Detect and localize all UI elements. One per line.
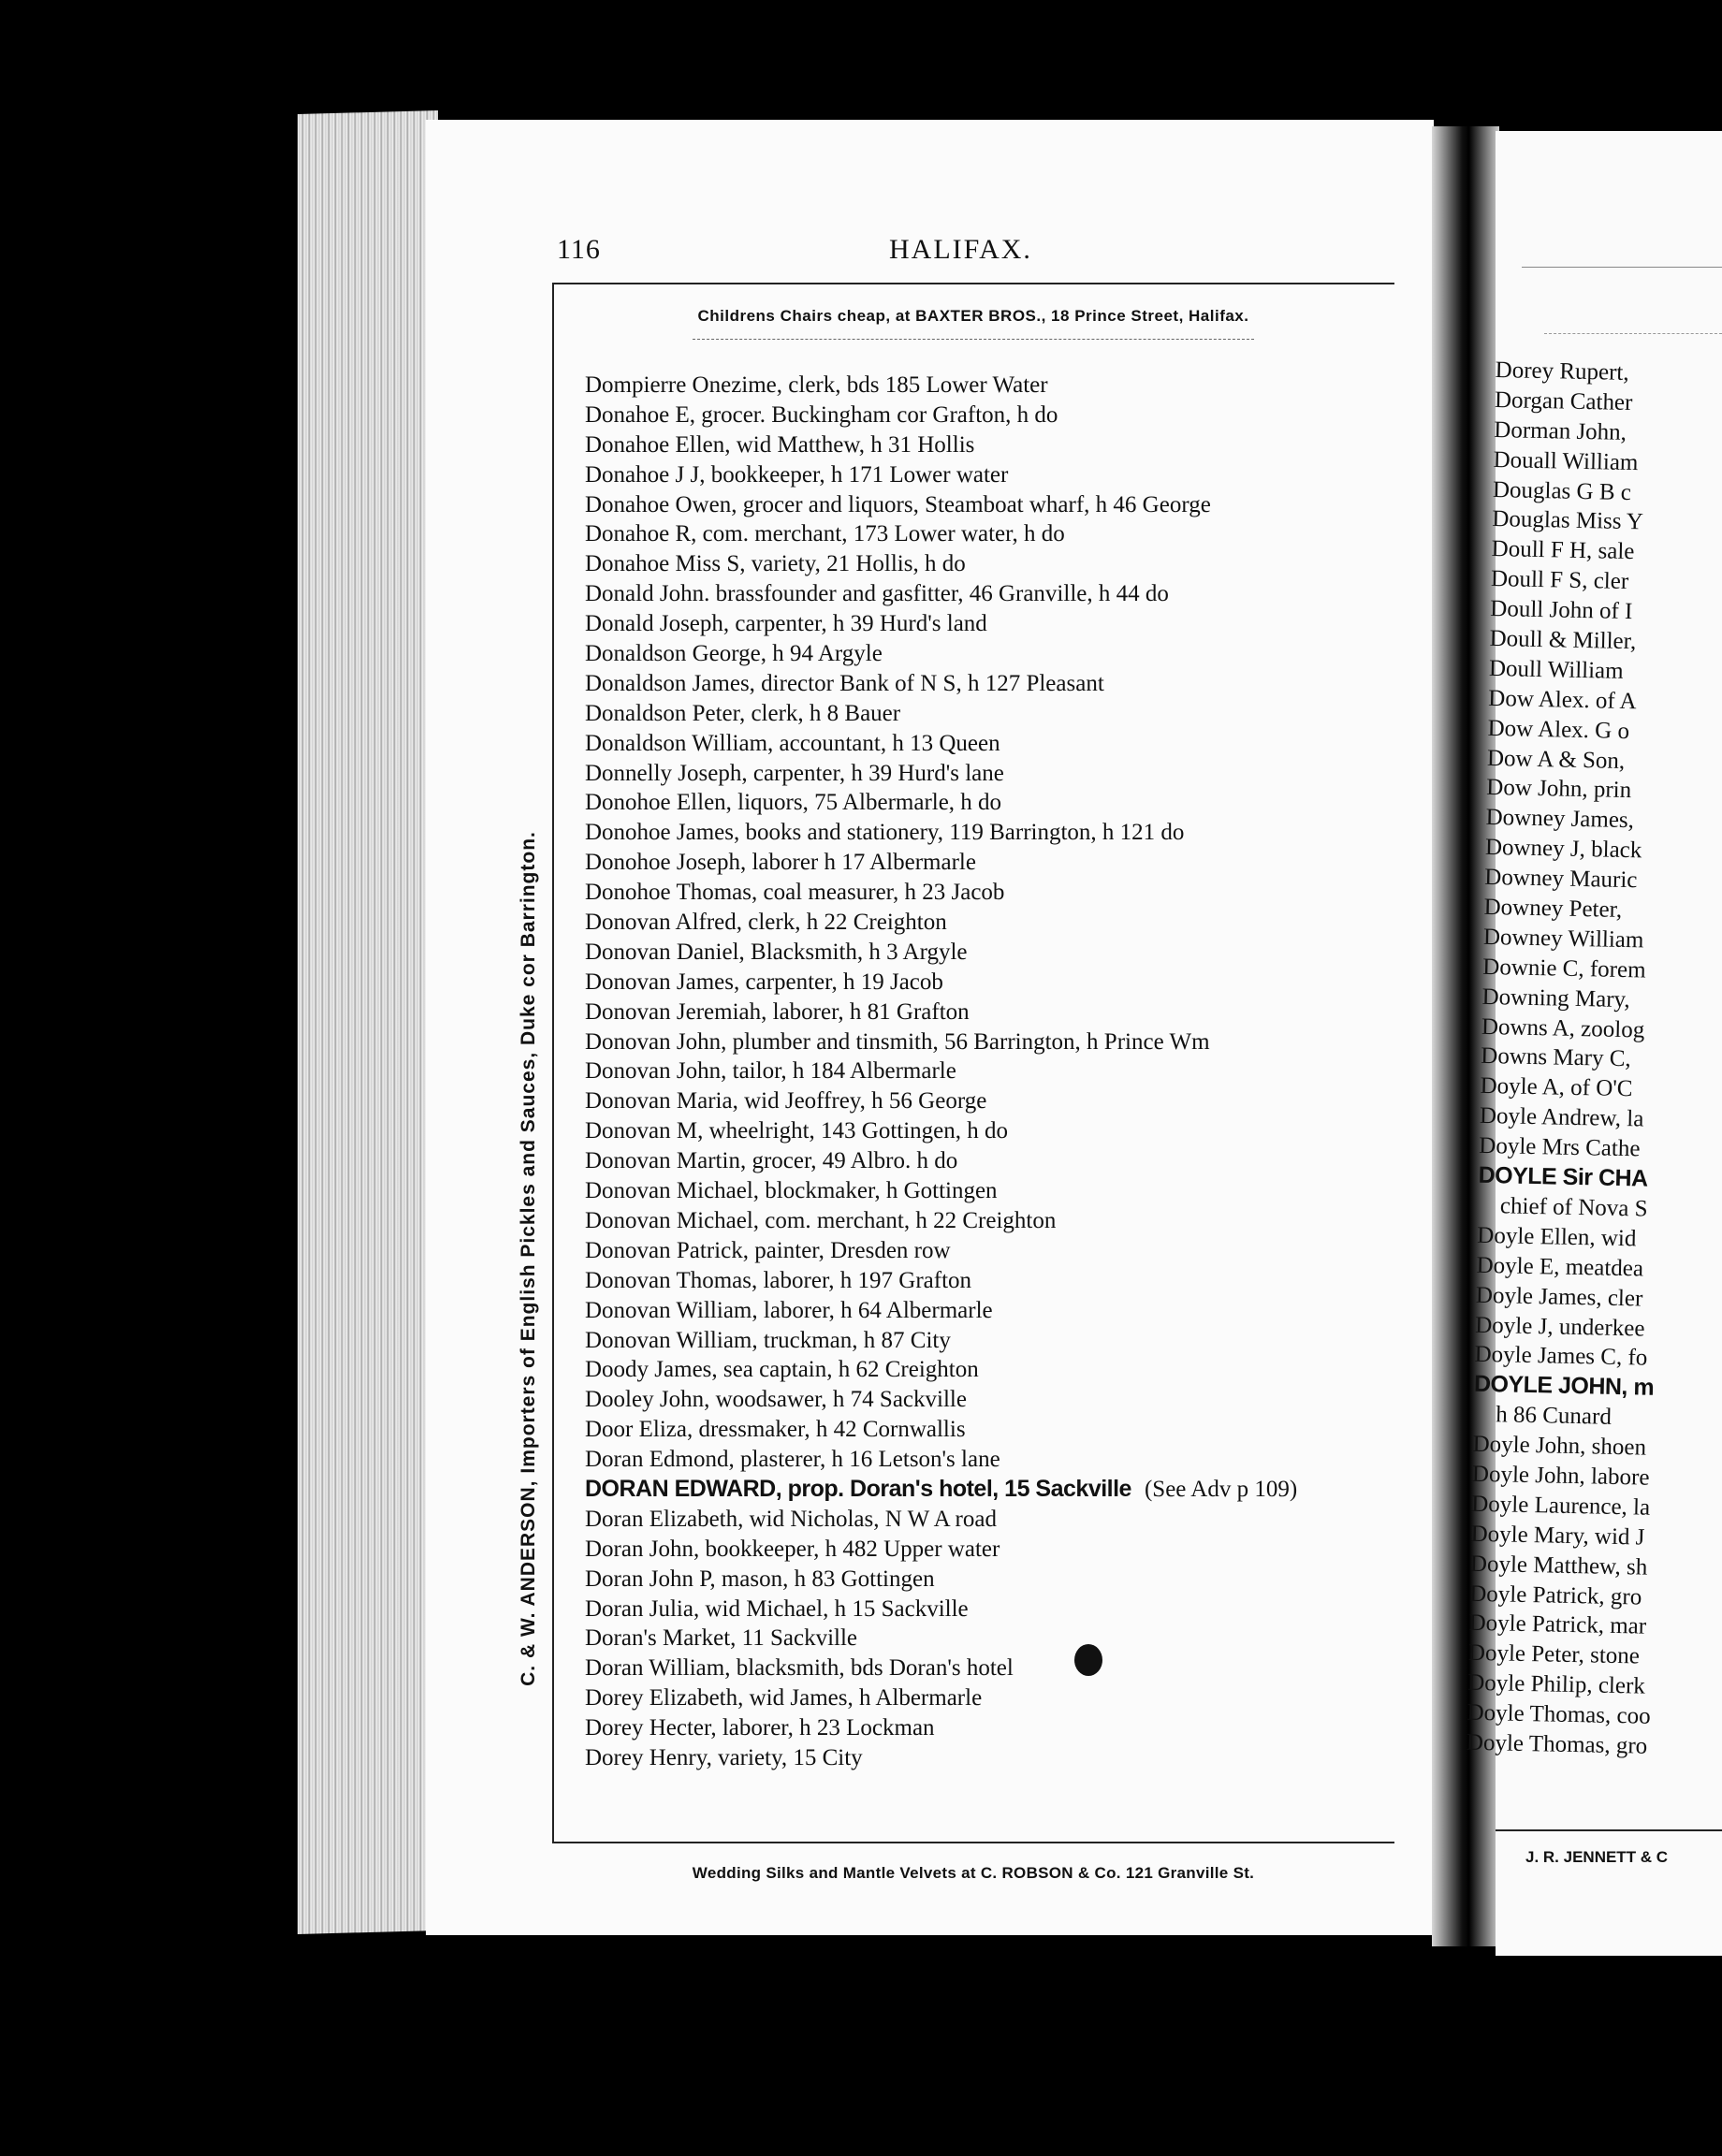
- entry-text: Dorey Hecter, laborer, h 23 Lockman: [585, 1715, 935, 1741]
- entry-text: Donovan Daniel, Blacksmith, h 3 Argyle: [585, 939, 968, 965]
- entry-text: Doran John P, mason, h 83 Gottingen: [585, 1566, 935, 1592]
- entry-text: Dorey Henry, variety, 15 City: [585, 1744, 863, 1770]
- right-page-entry: Doyle Patrick, gro: [1469, 1581, 1642, 1610]
- directory-entry: [585, 968, 1408, 998]
- right-page-top-rule: [1522, 267, 1722, 268]
- right-page-entry: Doull F S, cler: [1490, 566, 1629, 595]
- right-page-entry: h 86 Cunard: [1496, 1402, 1613, 1431]
- entry-text: Donovan Jeremiah, laborer, h 81 Grafton: [585, 998, 970, 1025]
- entry-text: Donald John. brassfounder and gasfitter, 46 Granville, h 44 do: [585, 581, 1169, 607]
- right-page-entry: Doyle E, meatdea: [1476, 1252, 1644, 1282]
- directory-entry: [585, 1743, 1408, 1773]
- directory-entry: [585, 1565, 1408, 1595]
- entry-text: Donaldson George, h 94 Argyle: [585, 641, 883, 667]
- directory-entry: [585, 460, 1408, 490]
- entry-text: Donahoe Miss S, variety, 21 Hollis, h do: [585, 551, 966, 577]
- entry-text: Dompierre Onezime, clerk, bds 185 Lower Water: [585, 372, 1048, 398]
- directory-entries: [585, 371, 1408, 1773]
- directory-entry: [585, 1056, 1408, 1086]
- right-page-entries: [1467, 356, 1722, 1763]
- right-page-entry: Dow Alex. G o: [1487, 715, 1630, 744]
- running-head: HALIFAX.: [889, 234, 1032, 265]
- directory-entry: [585, 1445, 1408, 1475]
- directory-entry: [585, 1355, 1408, 1385]
- right-page-entry: Downey J, black: [1484, 835, 1642, 864]
- directory-entry: [585, 908, 1408, 938]
- directory-entry: [585, 729, 1408, 759]
- right-page-entry: Downey Mauric: [1484, 865, 1638, 894]
- entry-text: Doran Julia, wid Michael, h 15 Sackville: [585, 1595, 969, 1622]
- right-page-entry: Downey Peter,: [1483, 894, 1623, 923]
- top-divider: [693, 339, 1254, 340]
- right-page-divider: [1544, 333, 1722, 334]
- right-page-entry: Doull & Miller,: [1489, 625, 1637, 655]
- right-page-entry: Dorgan Cather: [1494, 386, 1633, 415]
- entry-text: Doran's Market, 11 Sackville: [585, 1625, 858, 1652]
- entry-text: Donahoe Ellen, wid Matthew, h 31 Hollis: [585, 431, 975, 458]
- entry-text: Donovan William, truckman, h 87 City: [585, 1327, 951, 1353]
- right-page-entry: DOYLE Sir CHA: [1478, 1161, 1648, 1192]
- entry-text: Donnelly Joseph, carpenter, h 39 Hurd's lane: [585, 760, 1004, 786]
- right-page-entry: Doyle J, underkee: [1475, 1312, 1645, 1342]
- entry-text: Donohoe Joseph, laborer h 17 Albermarle: [585, 850, 976, 876]
- directory-entry: [585, 519, 1408, 549]
- right-page-entry: Dow Alex. of A: [1488, 685, 1637, 715]
- right-page-entry: Doyle Peter, stone: [1467, 1639, 1641, 1669]
- right-page-entry: Dow John, prin: [1486, 775, 1632, 804]
- entry-text: Doody James, sea captain, h 62 Creighton: [585, 1357, 979, 1383]
- directory-entry: [585, 401, 1408, 430]
- right-page-entry: Doyle Thomas, gro: [1466, 1729, 1648, 1759]
- entry-text: Doran Edmond, plasterer, h 16 Letson's lane: [585, 1447, 1000, 1473]
- directory-entry: [585, 1624, 1408, 1653]
- book-page-edges: [298, 110, 438, 1934]
- right-page-entry: Doyle Mrs Cathe: [1479, 1132, 1641, 1162]
- right-page-entry: Doull John of I: [1490, 596, 1633, 625]
- entry-text: Donaldson William, accountant, h 13 Queen: [585, 730, 1000, 756]
- directory-entry: [585, 1653, 1408, 1683]
- entry-text: Donovan John, tailor, h 184 Albermarle: [585, 1058, 956, 1085]
- right-page-entry: Douall William: [1493, 446, 1639, 475]
- directory-entry: [585, 1206, 1408, 1236]
- directory-entry: [585, 1027, 1408, 1057]
- entry-text: Donovan M, wheelright, 143 Gottingen, h do: [585, 1118, 1009, 1144]
- directory-entry: [585, 490, 1408, 520]
- directory-entry: [585, 848, 1408, 878]
- directory-entry: [585, 1236, 1408, 1266]
- directory-entry: [585, 998, 1408, 1027]
- directory-entry: [585, 1116, 1408, 1146]
- directory-entry: [585, 430, 1408, 460]
- entry-text: Donovan William, laborer, h 64 Albermarle: [585, 1297, 993, 1323]
- right-page-entry: Downs A, zoolog: [1481, 1013, 1645, 1043]
- entry-text: Donovan John, plumber and tinsmith, 56 Barrington, h Prince Wm: [585, 1028, 1210, 1055]
- entry-text: Donahoe Owen, grocer and liquors, Steamboat wharf, h 46 George: [585, 491, 1211, 517]
- right-page-entry: Dow A & Son,: [1486, 745, 1626, 774]
- directory-entry: [585, 759, 1408, 789]
- entry-text: Donovan Michael, com. merchant, h 22 Creighton: [585, 1207, 1057, 1233]
- entry-text: Donovan Michael, blockmaker, h Gottingen: [585, 1178, 998, 1204]
- entry-text: Donohoe Thomas, coal measurer, h 23 Jacob: [585, 880, 1005, 906]
- directory-entry: [585, 1683, 1408, 1713]
- directory-entry: [585, 639, 1408, 669]
- entry-text: Donovan Alfred, clerk, h 22 Creighton: [585, 910, 947, 936]
- entry-text: Donahoe E, grocer. Buckingham cor Grafton, h do: [585, 401, 1058, 428]
- right-page-entry: Doyle Mary, wid J: [1470, 1521, 1645, 1551]
- directory-entry: [585, 1296, 1408, 1326]
- side-advertisement: C. & W. ANDERSON, Importers of English Pickles and Sauces, Duke cor Barrington.: [518, 831, 539, 1686]
- entry-text: Dooley John, woodsawer, h 74 Sackville: [585, 1387, 967, 1413]
- entry-text: Donovan Maria, wid Jeoffrey, h 56 George: [585, 1088, 987, 1114]
- entry-text: Donovan Patrick, painter, Dresden row: [585, 1237, 951, 1263]
- right-page-entry: Doyle Andrew, la: [1479, 1103, 1644, 1132]
- entry-text: Donahoe R, com. merchant, 173 Lower water, h do: [585, 521, 1065, 547]
- entry-text: Dorey Elizabeth, wid James, h Albermarle: [585, 1685, 983, 1712]
- entry-text: Donohoe Ellen, liquors, 75 Albermarle, h do: [585, 790, 1002, 816]
- directory-entry: [585, 669, 1408, 699]
- top-advertisement: Childrens Chairs cheap, at BAXTER BROS., 18 Prince Street, Halifax.: [697, 307, 1249, 325]
- right-page-entry: Doyle Thomas, coo: [1467, 1699, 1651, 1729]
- directory-entry: [585, 1146, 1408, 1176]
- directory-entry: [585, 1326, 1408, 1356]
- directory-entry: [585, 1713, 1408, 1743]
- directory-entry: [585, 371, 1408, 401]
- entry-text: Donovan Thomas, laborer, h 197 Grafton: [585, 1267, 972, 1293]
- right-page-entry: Douglas Miss Y: [1492, 506, 1644, 535]
- directory-entry: [585, 788, 1408, 818]
- directory-entry: [585, 938, 1408, 968]
- right-page-entry: Downing Mary,: [1481, 983, 1630, 1012]
- right-page-entry: Doyle Philip, clerk: [1467, 1669, 1646, 1699]
- entry-text: Donaldson Peter, clerk, h 8 Bauer: [585, 700, 901, 726]
- right-page-entry: Doyle James C, fo: [1474, 1342, 1648, 1372]
- right-page-entry: Doull F H, sale: [1491, 536, 1635, 565]
- right-page-footer: J. R. JENNETT & C: [1525, 1848, 1669, 1866]
- directory-entry: [585, 699, 1408, 729]
- directory-entry: [585, 1415, 1408, 1445]
- directory-entry: [585, 1266, 1408, 1296]
- directory-entry: [585, 609, 1408, 639]
- right-page-entry: chief of Nova S: [1499, 1193, 1648, 1222]
- bottom-advertisement: Wedding Silks and Mantle Velvets at C. ROBSON & Co. 121 Granville St.: [692, 1864, 1255, 1882]
- entry-text: Donaldson James, director Bank of N S, h 127 Pleasant: [585, 670, 1104, 696]
- entry-text: Donovan Martin, grocer, 49 Albro. h do: [585, 1148, 958, 1174]
- right-page-entry: Dorey Rupert,: [1495, 357, 1629, 386]
- entry-text: Doran William, blacksmith, bds Doran's hotel: [585, 1655, 1014, 1682]
- entry-text: Donahoe J J, bookkeeper, h 171 Lower water: [585, 461, 1009, 488]
- directory-entry: [585, 549, 1408, 579]
- entry-text: Doran Elizabeth, wid Nicholas, N W A road: [585, 1506, 997, 1532]
- directory-entry: [585, 1595, 1408, 1624]
- right-page-entry: Dorman John,: [1494, 416, 1627, 445]
- directory-entry: [585, 878, 1408, 908]
- right-page-entry: Douglas G B c: [1492, 476, 1632, 505]
- right-page-bottom-rule: [1496, 1829, 1722, 1831]
- right-page-entry: Doyle A, of O'C: [1480, 1073, 1633, 1102]
- right-page-entry: Downey William: [1482, 924, 1644, 954]
- page-number: 116: [557, 234, 601, 265]
- right-page-entry: Downie C, forem: [1482, 954, 1646, 983]
- directory-entry: [585, 579, 1408, 609]
- entry-text: Donald Joseph, carpenter, h 39 Hurd's land: [585, 611, 987, 637]
- right-page-entry: Downey James,: [1485, 805, 1635, 834]
- entry-text: Donohoe James, books and stationery, 119 Barrington, h 121 do: [585, 820, 1185, 846]
- directory-entry: [585, 1475, 1408, 1505]
- directory-entry: [585, 1385, 1408, 1415]
- entry-text: Door Eliza, dressmaker, h 42 Cornwallis: [585, 1417, 966, 1443]
- ink-blot: [1074, 1644, 1102, 1676]
- right-page-entry: Doull William: [1488, 655, 1624, 684]
- right-page-entry: Doyle Laurence, la: [1471, 1491, 1651, 1521]
- right-page-entry: Doyle James, cler: [1475, 1282, 1643, 1312]
- entry-text: Donovan James, carpenter, h 19 Jacob: [585, 969, 943, 995]
- directory-entry: [585, 1505, 1408, 1535]
- right-page-entry: Doyle Ellen, wid: [1477, 1222, 1637, 1252]
- entry-text: Doran John, bookkeeper, h 482 Upper water: [585, 1536, 1000, 1562]
- right-page-entry: DOYLE JOHN, m: [1473, 1371, 1655, 1402]
- directory-entry: [585, 818, 1408, 848]
- right-page-entry: Doyle John, shoen: [1472, 1431, 1647, 1461]
- directory-entry: [585, 1535, 1408, 1565]
- entry-text: DORAN EDWARD, prop. Doran's hotel, 15 Sackville: [585, 1475, 1131, 1502]
- advert-reference: (See Adv p 109): [1144, 1476, 1298, 1502]
- right-page-entry: Doyle John, labore: [1471, 1461, 1650, 1491]
- right-page-entry: Downs Mary C,: [1481, 1043, 1631, 1072]
- directory-entry: [585, 1176, 1408, 1206]
- right-page-entry: Doyle Matthew, sh: [1469, 1551, 1648, 1581]
- directory-entry: [585, 1086, 1408, 1116]
- right-page-entry: Doyle Patrick, mar: [1468, 1610, 1647, 1640]
